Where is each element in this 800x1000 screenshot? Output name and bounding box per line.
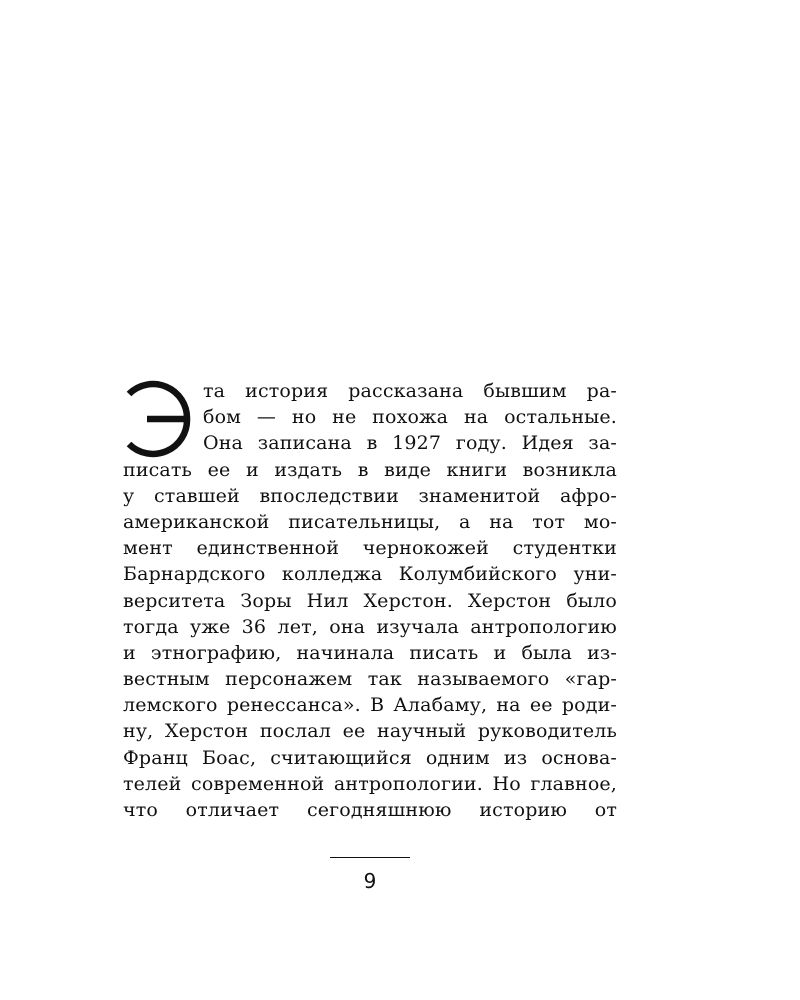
text-line: писать ее и издать в виде книги возникла — [123, 458, 617, 481]
text-line: тогда уже 36 лет, она изучала антропологию — [123, 615, 617, 638]
text-line: и этнографию, начинала писать и была из- — [123, 641, 617, 664]
text-line: Франц Боас, считающийся одним из основа- — [123, 746, 617, 769]
text-line: вестным персонажем так называемого «гар- — [123, 668, 617, 691]
text-line: телей современной антропологии. Но главное, — [123, 772, 617, 795]
text-line: верситета Зоры Нил Херстон. Херстон было — [123, 589, 617, 612]
text-line: Она записана в 1927 году. Идея за- — [203, 432, 617, 455]
text-line: бом — но не похожа на остальные. — [203, 406, 617, 429]
text-line: лемского ренессанса». В Алабаму, на ее роди- — [123, 694, 617, 717]
text-line: что отличает сегодняшнюю историю от — [123, 799, 617, 821]
page-number: 9 — [363, 869, 377, 893]
footer-divider — [330, 857, 410, 858]
text-line: ну, Херстон послал ее научный руководитель — [123, 720, 617, 743]
text-line: американской писательницы, а на тот мо- — [123, 510, 617, 533]
drop-cap — [123, 380, 191, 458]
body-text — [123, 378, 617, 823]
text-line: Барнардского колледжа Колумбийского уни- — [123, 563, 617, 586]
text-line: та история рассказана бывшим ра- — [203, 380, 617, 402]
text-line: у ставшей впоследствии знаменитой афро- — [123, 484, 617, 507]
text-line: мент единственной чернокожей студентки — [123, 537, 617, 560]
